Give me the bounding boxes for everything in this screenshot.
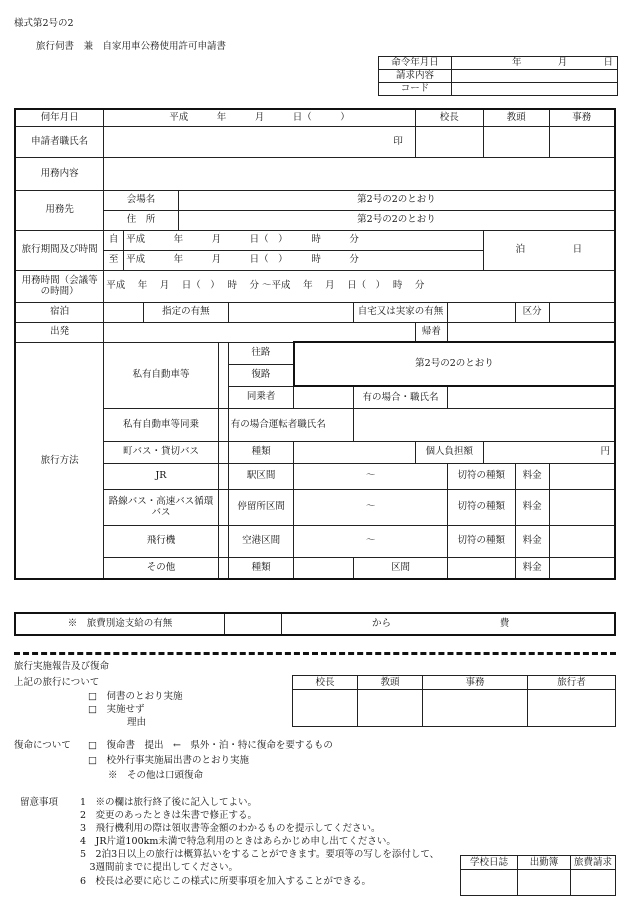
report-option-done[interactable]: □ 伺書のとおり実施: [88, 691, 183, 702]
note-item: 3週間前までに提出してください。: [80, 862, 239, 873]
code-label: コード: [379, 83, 452, 96]
outbound-label: 往路: [228, 342, 294, 364]
inbound-label: 復路: [228, 364, 294, 386]
bus-fare-label: 料金: [515, 489, 549, 525]
destination-label: 用務先: [15, 190, 104, 230]
report-approval-table: [292, 675, 616, 727]
period-label: 旅行期間及び時間: [15, 230, 104, 270]
allowance-field[interactable]: から 費: [282, 613, 616, 635]
report-principal-stamp[interactable]: [293, 690, 358, 727]
order-date-value[interactable]: 年 月 日: [452, 57, 618, 70]
other-type-label: 種類: [228, 557, 294, 579]
report-approver-vice: 教頭: [358, 676, 423, 690]
request-content-field[interactable]: [452, 70, 618, 83]
other-label: その他: [104, 557, 219, 579]
purpose-field[interactable]: [104, 157, 615, 190]
bus-range-field[interactable]: 〜: [294, 489, 447, 525]
period-from-field[interactable]: 平成 年 月 日（ ） 時 分: [124, 230, 484, 250]
designation-field[interactable]: [228, 302, 353, 322]
venue-field[interactable]: 第2号の2のとおり: [178, 190, 615, 210]
note-item: 5 2泊3日以上の旅行は概算払いをすることができます。要項等の写しを添付して、: [80, 849, 440, 860]
approver-office: 事務: [549, 109, 615, 126]
office-stamp[interactable]: [549, 126, 615, 157]
home-label: 自宅又は実家の有無: [354, 302, 448, 322]
travel-method-label: 旅行方法: [15, 342, 104, 579]
category-label: 区分: [515, 302, 549, 322]
town-bus-label: 町バス・貸切バス: [104, 441, 219, 463]
other-check[interactable]: [218, 557, 228, 579]
designation-label: 指定の有無: [144, 302, 229, 322]
application-date-label: 伺年月日: [15, 109, 104, 126]
business-time-label: 用務時間（会議等の時間）: [15, 270, 104, 302]
vice-stamp[interactable]: [483, 126, 549, 157]
other-fare-label: 料金: [515, 557, 549, 579]
applicant-label: 申請者職氏名: [15, 126, 104, 157]
depart-label: 出発: [15, 322, 104, 342]
return-field[interactable]: [447, 322, 615, 342]
period-from-label: 自: [104, 230, 124, 250]
return-label: 帰着: [415, 322, 447, 342]
allowance-check[interactable]: [225, 613, 282, 635]
bus-label: 路線バス・高速バス循環バス: [104, 489, 219, 525]
request-content-label: 請求内容: [379, 70, 452, 83]
other-fare-field[interactable]: [549, 557, 615, 579]
town-bus-type-label: 種類: [228, 441, 294, 463]
report-office-stamp[interactable]: [423, 690, 528, 727]
school-diary-label: 学校日誌: [461, 856, 518, 870]
purpose-label: 用務内容: [15, 157, 104, 190]
report-option-not-done[interactable]: □ 実施せず: [88, 704, 145, 715]
plane-ticket-label: 切符の種類: [447, 525, 515, 557]
jr-range-field[interactable]: 〜: [294, 463, 447, 489]
travel-claim-label: 旅費請求: [571, 856, 616, 870]
other-type-field[interactable]: [294, 557, 354, 579]
plane-fare-label: 料金: [515, 525, 549, 557]
category-field[interactable]: [549, 302, 615, 322]
fukumei-option-report[interactable]: □ 復命書 提出 ← 県外・泊・特に復命を要するもの: [88, 740, 333, 751]
other-section-label: 区間: [354, 557, 448, 579]
form-number: 様式第2号の2: [14, 18, 74, 29]
notes-label: 留意事項: [20, 797, 59, 808]
jr-check[interactable]: [218, 463, 228, 489]
report-about: 上記の旅行について: [14, 677, 100, 688]
home-field[interactable]: [447, 302, 515, 322]
passenger-field[interactable]: [294, 386, 354, 408]
cut-line: [14, 652, 616, 655]
jr-range-label: 駅区間: [228, 463, 294, 489]
report-approver-office: 事務: [423, 676, 528, 690]
address-field[interactable]: 第2号の2のとおり: [178, 210, 615, 230]
note-item: 1 ※の欄は旅行終了後に記入してよい。: [80, 797, 258, 808]
lodging-label: 宿泊: [15, 302, 104, 322]
bus-check[interactable]: [218, 489, 228, 525]
report-traveler-stamp[interactable]: [528, 690, 616, 727]
application-table: [14, 108, 616, 580]
business-time-field[interactable]: 平成 年 月 日（ ） 時 分 〜平成 年 月 日（ ） 時 分: [104, 270, 615, 302]
town-bus-check[interactable]: [218, 441, 228, 463]
attendance-field[interactable]: [518, 870, 571, 896]
approver-vice: 教頭: [483, 109, 549, 126]
passenger-name-label: 有の場合・職氏名: [354, 386, 448, 408]
allowance-label: ※ 旅費別途支給の有無: [15, 613, 225, 635]
jr-ticket-label: 切符の種類: [447, 463, 515, 489]
other-section-field[interactable]: [447, 557, 515, 579]
fukumei-option-event[interactable]: □ 校外行事実施届出書のとおり実施: [88, 755, 249, 766]
plane-range-field[interactable]: 〜: [294, 525, 447, 557]
jr-fare-field[interactable]: [549, 463, 615, 489]
plane-check[interactable]: [218, 525, 228, 557]
private-car-check[interactable]: [218, 342, 228, 408]
fukumei-label: 復命について: [14, 740, 71, 751]
allowance-table: [14, 612, 616, 636]
venue-label: 会場名: [104, 190, 179, 210]
driver-field[interactable]: [354, 408, 615, 441]
town-bus-type-field[interactable]: [294, 441, 415, 463]
plane-range-label: 空港区間: [228, 525, 294, 557]
report-approver-traveler: 旅行者: [528, 676, 616, 690]
private-car-ride-check[interactable]: [218, 408, 228, 441]
address-label: 住 所: [104, 210, 179, 230]
period-to-label: 至: [104, 250, 124, 270]
approver-principal: 校長: [415, 109, 483, 126]
application-date-field[interactable]: 平成 年 月 日（ ）: [104, 109, 416, 126]
attendance-label: 出勤簿: [518, 856, 571, 870]
period-to-field[interactable]: 平成 年 月 日（ ） 時 分: [124, 250, 484, 270]
jr-label: JR: [104, 463, 219, 489]
bus-ticket-label: 切符の種類: [447, 489, 515, 525]
fukumei-note-oral: ※ その他は口頭復命: [108, 770, 204, 781]
jr-fare-label: 料金: [515, 463, 549, 489]
passenger-name-field[interactable]: [447, 386, 615, 408]
travel-claim-field[interactable]: [571, 870, 616, 896]
report-vice-stamp[interactable]: [358, 690, 423, 727]
order-date-label: 命令年月日: [379, 57, 452, 70]
note-item: 2 変更のあったときは朱書で修正する。: [80, 810, 257, 821]
personal-cost-label: 個人負担額: [415, 441, 483, 463]
bus-range-label: 停留所区間: [228, 489, 294, 525]
personal-cost-field[interactable]: 円: [483, 441, 615, 463]
passenger-label: 同乗者: [228, 386, 294, 408]
code-field[interactable]: [452, 83, 618, 96]
nights-field[interactable]: 泊 日: [483, 230, 615, 270]
report-reason-label: 理由: [127, 717, 147, 728]
note-item: 4 JR片道100km未満で特急利用のときはあらかじめ申し出てください。: [80, 836, 396, 847]
route-field[interactable]: 第2号の2のとおり: [294, 342, 615, 386]
applicant-field[interactable]: [104, 126, 416, 157]
plane-label: 飛行機: [104, 525, 219, 557]
private-car-ride-label: 私有自動車等同乗: [104, 408, 219, 441]
note-item: 3 飛行機利用の際は領収書等金額のわかるものを提示してください。: [80, 823, 381, 834]
note-item: 6 校長は必要に応じこの様式に所要事項を加入することができる。: [80, 876, 372, 887]
report-approver-principal: 校長: [293, 676, 358, 690]
record-boxes: [460, 855, 616, 896]
seal-mark: 印: [393, 135, 403, 147]
driver-label: 有の場合運転者職氏名: [228, 408, 353, 441]
form-title: 旅行伺書 兼 自家用車公務使用許可申請書: [36, 41, 227, 52]
lodging-field[interactable]: [104, 302, 144, 322]
school-diary-field[interactable]: [461, 870, 518, 896]
private-car-label: 私有自動車等: [104, 342, 219, 408]
depart-field[interactable]: [104, 322, 416, 342]
bus-fare-field[interactable]: [549, 489, 615, 525]
order-box: [378, 56, 618, 96]
principal-stamp[interactable]: [415, 126, 483, 157]
plane-fare-field[interactable]: [549, 525, 615, 557]
report-title: 旅行実施報告及び復命: [14, 661, 110, 672]
